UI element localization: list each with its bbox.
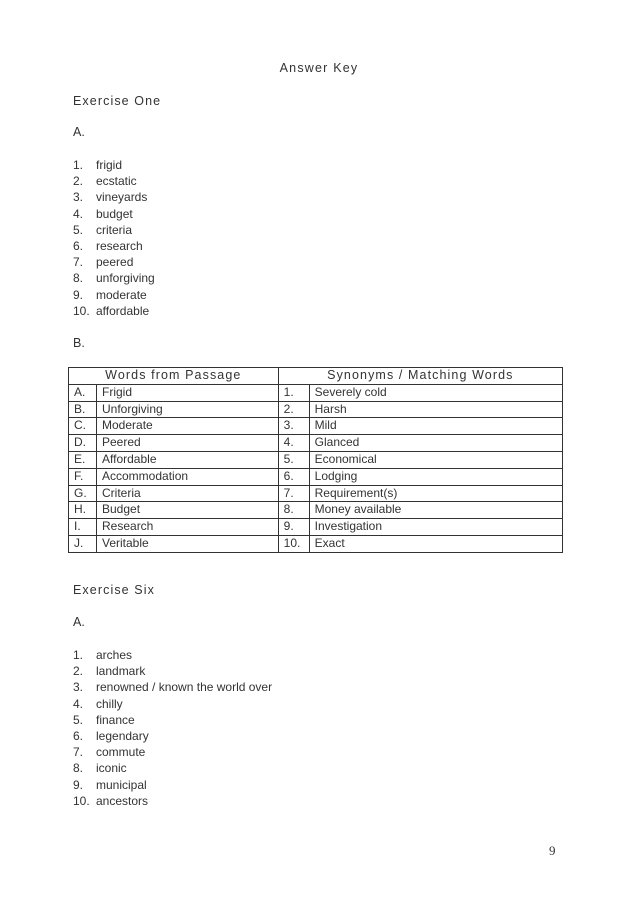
item-text: vineyards: [96, 190, 148, 205]
item-number: 9.: [73, 777, 84, 792]
row-synonym: Exact: [309, 535, 562, 552]
item-number: 10.: [73, 793, 90, 808]
table-row: [69, 435, 563, 452]
list-item: [73, 679, 272, 695]
row-synonym: Severely cold: [309, 384, 562, 401]
row-letter: E.: [69, 451, 97, 468]
item-text: research: [96, 238, 143, 253]
row-letter: I.: [69, 519, 97, 536]
row-letter: G.: [69, 485, 97, 502]
row-number: 1.: [278, 384, 309, 401]
exercise-six-part-a-label: A.: [73, 615, 85, 629]
row-number: 9.: [278, 519, 309, 536]
item-text: arches: [96, 648, 133, 662]
table-row: [69, 535, 563, 552]
item-number: 10.: [73, 303, 90, 318]
row-synonym: Lodging: [309, 468, 562, 485]
row-number: 8.: [278, 502, 309, 519]
matching-words-table: [68, 367, 563, 553]
column-header-synonyms: Synonyms / Matching Words: [278, 368, 562, 385]
list-item: [73, 157, 155, 173]
list-item: [73, 793, 272, 809]
list-item: [73, 287, 155, 303]
item-text: unforgiving: [96, 271, 155, 286]
row-letter: B.: [69, 401, 97, 418]
row-word: Research: [97, 519, 279, 536]
row-synonym: Economical: [309, 451, 562, 468]
list-item: [73, 254, 155, 270]
row-synonym: Mild: [309, 418, 562, 435]
row-number: 10.: [278, 535, 309, 552]
row-letter: D.: [69, 435, 97, 452]
item-text: ancestors: [96, 793, 149, 808]
item-number: 4.: [73, 696, 84, 711]
item-text: ecstatic: [96, 174, 137, 189]
exercise-one-part-a-label: A.: [73, 125, 85, 139]
row-synonym: Investigation: [309, 519, 562, 536]
row-synonym: Harsh: [309, 401, 562, 418]
row-number: 7.: [278, 485, 309, 502]
row-word: Accommodation: [97, 468, 279, 485]
list-item: [73, 222, 155, 238]
item-number: 9.: [73, 287, 84, 302]
item-text: landmark: [96, 664, 146, 679]
list-item: [73, 189, 155, 205]
table-row: [69, 468, 563, 485]
item-number: 2.: [73, 174, 84, 189]
row-synonym: Requirement(s): [309, 485, 562, 502]
exercise-one-heading: Exercise One: [73, 94, 162, 108]
row-word: Criteria: [97, 485, 279, 502]
item-number: 4.: [73, 206, 84, 221]
row-word: Unforgiving: [97, 401, 279, 418]
row-word: Budget: [97, 502, 279, 519]
item-text: renowned / known the world over: [96, 680, 273, 695]
list-item: [73, 270, 155, 286]
item-text: moderate: [96, 287, 147, 302]
table-row: [69, 418, 563, 435]
item-text: peered: [96, 255, 134, 270]
item-number: 5.: [73, 712, 84, 727]
item-number: 7.: [73, 745, 84, 760]
row-word: Peered: [97, 435, 279, 452]
exercise-one-part-b-label: B.: [73, 336, 85, 350]
list-item: [73, 696, 272, 712]
list-item: [73, 238, 155, 254]
item-number: 7.: [73, 255, 84, 270]
row-letter: H.: [69, 502, 97, 519]
item-text: municipal: [96, 777, 147, 792]
row-number: 5.: [278, 451, 309, 468]
list-item: [73, 303, 155, 319]
exercise-one-answer-list: [73, 157, 155, 319]
table-header-row: [69, 368, 563, 385]
table-row: [69, 485, 563, 502]
row-letter: J.: [69, 535, 97, 552]
item-number: 8.: [73, 761, 84, 776]
exercise-six-heading: Exercise Six: [73, 583, 155, 597]
list-item: [73, 744, 272, 760]
list-item: [73, 777, 272, 793]
list-item: [73, 728, 272, 744]
item-number: 2.: [73, 664, 84, 679]
table-row: [69, 519, 563, 536]
page-title: Answer Key: [279, 61, 359, 75]
page-number: 9: [549, 843, 556, 858]
row-word: Moderate: [97, 418, 279, 435]
item-text: legendary: [96, 728, 149, 743]
item-number: 1.: [73, 158, 84, 172]
item-number: 1.: [73, 648, 84, 662]
row-word: Veritable: [97, 535, 279, 552]
row-number: 2.: [278, 401, 309, 418]
list-item: [73, 760, 272, 776]
row-word: Frigid: [97, 384, 279, 401]
list-item: [73, 712, 272, 728]
item-text: commute: [96, 745, 146, 760]
table-row: [69, 502, 563, 519]
item-text: criteria: [96, 222, 133, 237]
row-number: 4.: [278, 435, 309, 452]
column-header-words: Words from Passage: [69, 368, 279, 385]
exercise-six-answer-list: [73, 647, 272, 809]
item-text: chilly: [96, 696, 123, 711]
row-word: Affordable: [97, 451, 279, 468]
item-text: frigid: [96, 158, 123, 172]
table-row: [69, 451, 563, 468]
row-number: 6.: [278, 468, 309, 485]
item-number: 8.: [73, 271, 84, 286]
item-number: 6.: [73, 238, 84, 253]
item-number: 6.: [73, 728, 84, 743]
item-number: 3.: [73, 680, 84, 695]
item-number: 3.: [73, 190, 84, 205]
list-item: [73, 206, 155, 222]
table-row: [69, 401, 563, 418]
item-text: budget: [96, 206, 133, 221]
item-text: affordable: [96, 303, 150, 318]
row-letter: C.: [69, 418, 97, 435]
item-number: 5.: [73, 222, 84, 237]
row-number: 3.: [278, 418, 309, 435]
row-synonym: Glanced: [309, 435, 562, 452]
item-text: iconic: [96, 761, 127, 776]
list-item: [73, 647, 272, 663]
row-letter: A.: [69, 384, 97, 401]
list-item: [73, 663, 272, 679]
item-text: finance: [96, 712, 135, 727]
table-row: [69, 384, 563, 401]
row-letter: F.: [69, 468, 97, 485]
row-synonym: Money available: [309, 502, 562, 519]
list-item: [73, 173, 155, 189]
